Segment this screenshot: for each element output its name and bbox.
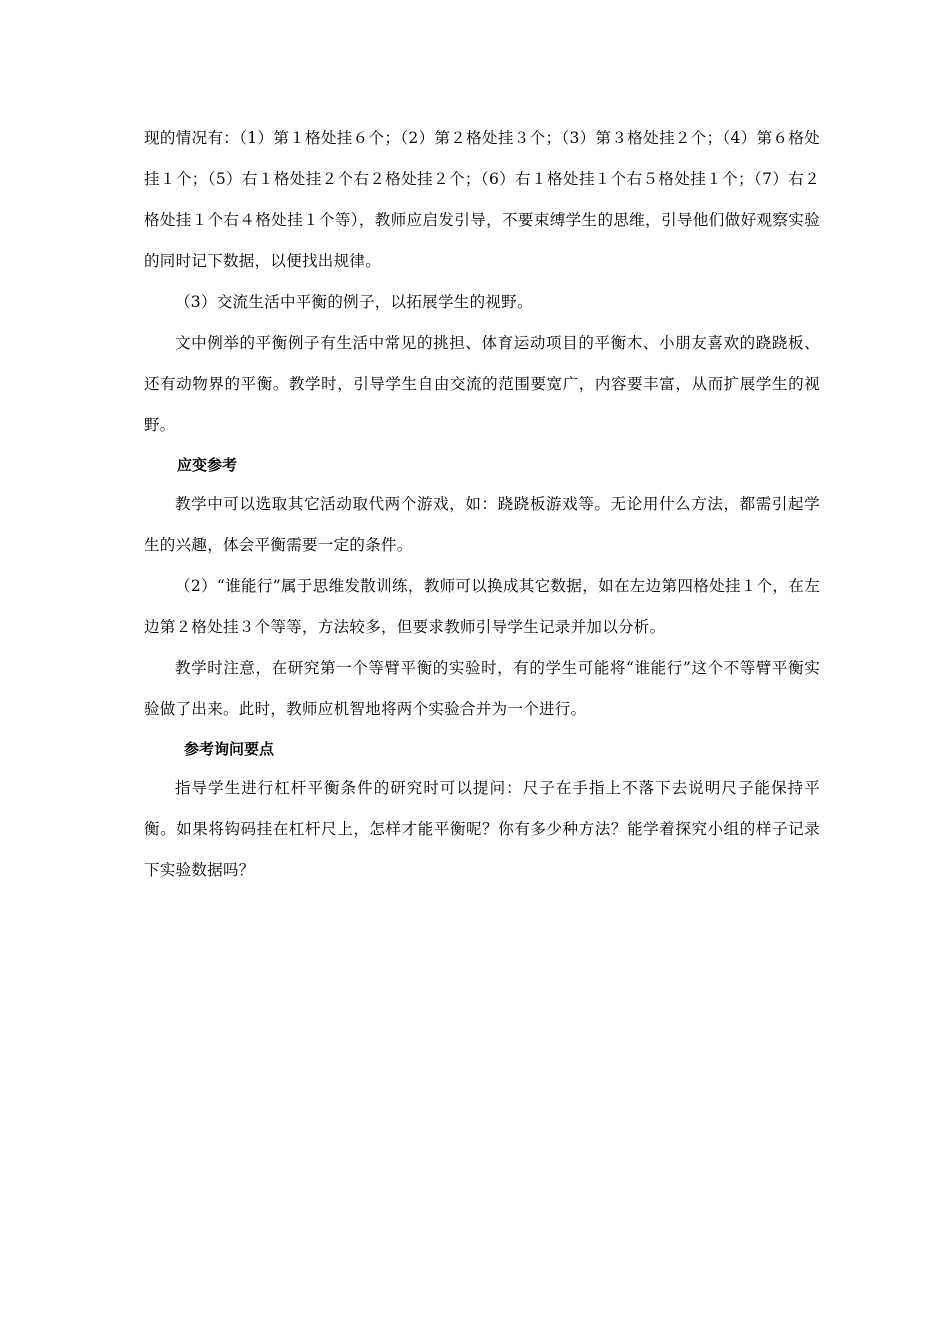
document-body <box>144 118 820 891</box>
heading-reference-questions: 参考询问要点 <box>184 740 275 758</box>
paragraph-teaching-note: 教学时注意，在研究第一个等臂平衡的实验时，有的学生可能将“谁能行”这个不等臂平衡实验做了出来。此时，教师应机智地将两个实验合并为一个进行。 <box>144 659 820 718</box>
heading-adaptation-reference: 应变参考 <box>177 456 238 474</box>
paragraph-observation-cases: 现的情况有：（1）第１格处挂６个；（2）第２格处挂３个；（3）第３格处挂２个；（4）第６格处挂１个；（5）右１格处挂２个右２格处挂２个；（6）右１格处挂１个右５格处挂１个；（7）右２格处挂１个右４格处挂１个等），教师应启发引导，不要束缚学生的思维，引导他们做好观察实验的同时记下数据，以便找出规律。 <box>144 129 820 270</box>
paragraph-guiding-questions: 指导学生进行杠杆平衡条件的研究时可以提问：尺子在手指上不落下去说明尺子能保持平衡。如果将钩码挂在杠杆尺上，怎样才能平衡呢？你有多少种方法？能学着探究小组的样子记录下实验数据吗？ <box>144 779 820 879</box>
paragraph-alternative-activities: 教学中可以选取其它活动取代两个游戏，如：跷跷板游戏等。无论用什么方法，都需引起学生的兴趣，体会平衡需要一定的条件。 <box>144 495 820 554</box>
paragraph-balance-examples: 文中例举的平衡例子有生活中常见的挑担、体育运动项目的平衡木、小朋友喜欢的跷跷板、还有动物界的平衡。教学时，引导学生自由交流的范围要宽广，内容要丰富，从而扩展学生的视野。 <box>144 334 820 434</box>
paragraph-who-can-do-it: （2）“谁能行”属于思维发散训练，教师可以换成其它数据，如在左边第四格处挂１个，在左边第２格处挂３个等等，方法较多，但要求教师引导学生记录并加以分析。 <box>144 577 820 636</box>
paragraph-exchange-examples: （3）交流生活中平衡的例子，以拓展学生的视野。 <box>175 293 533 311</box>
